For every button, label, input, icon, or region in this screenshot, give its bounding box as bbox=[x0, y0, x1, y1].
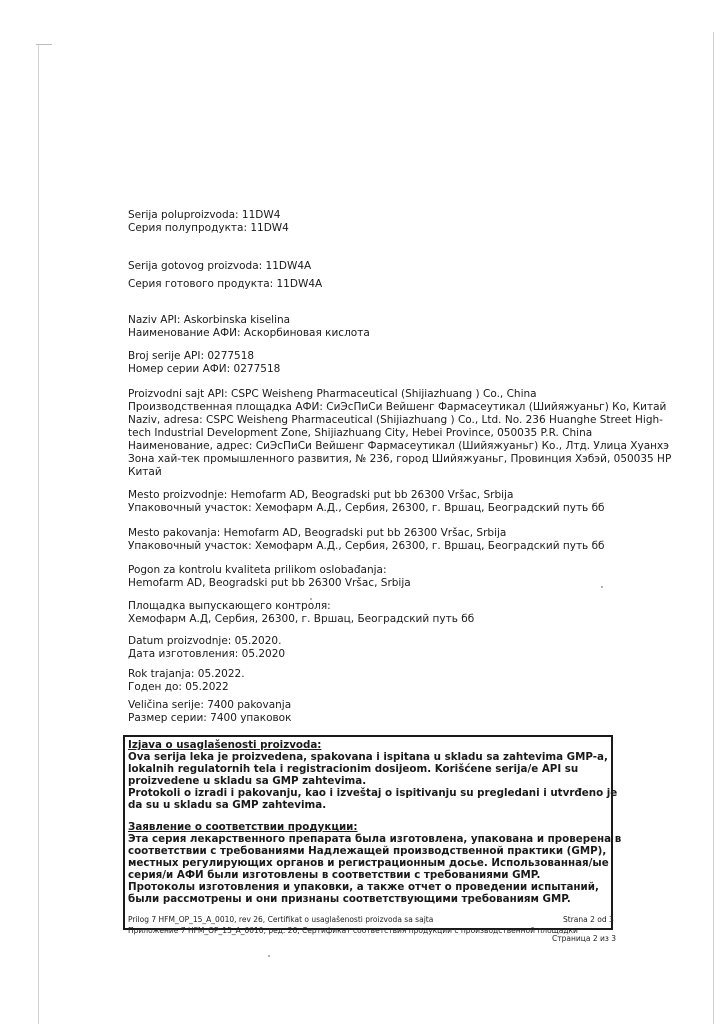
declaration-heading-ru: Заявление о соответствии продукции: bbox=[128, 821, 358, 833]
footer-doc-ref-ru: Приложение 7 HFM_OP_15_A_0010, ред. 26, Сертификат соответствия продукции с производственной площадки bbox=[128, 926, 578, 935]
scan-speck bbox=[601, 586, 603, 588]
finished-product-batch-sr: Serija gotovog proizvoda: 11DW4A bbox=[128, 260, 312, 272]
footer-page-number-ru: Страница 2 из 3 bbox=[552, 934, 616, 943]
manufacture-date-sr: Datum proizvodnje: 05.2020. bbox=[128, 635, 282, 647]
finished-product-batch-ru: Серия готового продукта: 11DW4A bbox=[128, 278, 323, 290]
declaration-sr-line-5: da su u skladu sa GMP zahtevima. bbox=[128, 799, 327, 811]
manufacturing-site-ru: Упаковочный участок: Хемофарм А.Д., Сербия, 26300, г. Вршац, Београдский путь бб bbox=[128, 502, 605, 514]
scan-edge-left bbox=[38, 44, 39, 1024]
api-name-ru: Наименование АФИ: Аскорбиновая кислота bbox=[128, 327, 370, 339]
manufacturing-site-sr: Mesto proizvodnje: Hemofarm AD, Beogradski put bb 26300 Vršac, Srbija bbox=[128, 489, 514, 501]
scan-speck bbox=[310, 598, 312, 600]
api-address-ru-1: Наименование, адрес: СиЭсПиСи Вейшенг Фармасеутикал (Шийяжуаньг) Ко., Лтд. Улица Хуанхэ bbox=[128, 440, 669, 452]
declaration-ru-line-4: серия/и АФИ были изготовлены в соответствии с требованиями GMP. bbox=[128, 869, 541, 881]
expiry-date-sr: Rok trajanja: 05.2022. bbox=[128, 668, 245, 680]
api-site-ru: Производственная площадка АФИ: СиЭсПиСи Вейшенг Фармасеутикал (Шийяжуаньг) Ко, Китай bbox=[128, 401, 667, 413]
scan-edge-right bbox=[713, 32, 714, 1024]
declaration-ru-line-2: соответствии с требованиями Надлежащей производственной практики (GMP), bbox=[128, 845, 607, 857]
api-address-sr-2: tech Industrial Development Zone, Shijiazhuang City, Hebei Province, 050035 P.R. China bbox=[128, 427, 593, 439]
declaration-sr-line-4: Protokoli o izradi i pakovanju, kao i izveštaj o ispitivanju su pregledani i utvrđeno je bbox=[128, 787, 618, 799]
api-address-sr-1: Naziv, adresa: CSPC Weisheng Pharmaceutical (Shijiazhuang ) Co., Ltd. No. 236 Huanghe Street High- bbox=[128, 414, 663, 426]
api-address-ru-2: Зона хай-тек промышленного развития, № 236, город Шийяжуаньг, Провинция Хэбэй, 050035 НР bbox=[128, 453, 672, 465]
api-batch-sr: Broj serije API: 0277518 bbox=[128, 350, 255, 362]
api-address-ru-3: Китай bbox=[128, 466, 162, 478]
qc-release-site-ru-1: Площадка выпускающего контроля: bbox=[128, 600, 331, 612]
scan-mark bbox=[36, 44, 52, 45]
declaration-ru-line-1: Эта серия лекарственного препарата была изготовлена, упакована и проверена в bbox=[128, 833, 622, 845]
batch-size-ru: Размер серии: 7400 упаковок bbox=[128, 712, 292, 724]
semi-product-batch-ru: Серия полупродукта: 11DW4 bbox=[128, 222, 289, 234]
packaging-site-sr: Mesto pakovanja: Hemofarm AD, Beogradski put bb 26300 Vršac, Srbija bbox=[128, 527, 507, 539]
manufacture-date-ru: Дата изготовления: 05.2020 bbox=[128, 648, 286, 660]
api-batch-ru: Номер серии АФИ: 0277518 bbox=[128, 363, 281, 375]
api-name-sr: Naziv API: Askorbinska kiselina bbox=[128, 314, 291, 326]
declaration-heading-sr: Izjava o usaglašenosti proizvoda: bbox=[128, 739, 322, 751]
batch-size-sr: Veličina serije: 7400 pakovanja bbox=[128, 699, 292, 711]
api-site-sr: Proizvodni sajt API: CSPC Weisheng Pharmaceutical (Shijiazhuang ) Co., China bbox=[128, 388, 537, 400]
footer-page-number-sr: Strana 2 od 3 bbox=[563, 915, 614, 924]
expiry-date-ru: Годен до: 05.2022 bbox=[128, 681, 229, 693]
declaration-sr-line-3: proizvedene u skladu sa GMP zahtevima. bbox=[128, 775, 367, 787]
packaging-site-ru: Упаковочный участок: Хемофарм А.Д., Сербия, 26300, г. Вршац, Београдский путь бб bbox=[128, 540, 605, 552]
declaration-ru-line-3: местных регулирующих органов и регистрационным досье. Использованная/ые bbox=[128, 857, 609, 869]
qc-release-site-ru-2: Хемофарм А.Д, Сербия, 26300, г. Вршац, Београдский путь бб bbox=[128, 613, 475, 625]
declaration-sr-line-1: Ova serija leka je proizvedena, spakovana i ispitana u skladu sa zahtevima GMP-a, bbox=[128, 751, 608, 763]
qc-release-site-sr-1: Pogon za kontrolu kvaliteta prilikom oslobađanja: bbox=[128, 564, 387, 576]
declaration-ru-line-6: были рассмотрены и они признаны соответствующими требованиям GMP. bbox=[128, 893, 571, 905]
qc-release-site-sr-2: Hemofarm AD, Beogradski put bb 26300 Vršac, Srbija bbox=[128, 577, 411, 589]
semi-product-batch-sr: Serija poluproizvoda: 11DW4 bbox=[128, 209, 281, 221]
scan-speck bbox=[268, 955, 270, 957]
declaration-ru-line-5: Протоколы изготовления и упаковки, а также отчет о проведении испытаний, bbox=[128, 881, 599, 893]
declaration-sr-line-2: lokalnih regulatornih tela i registracionim dosijeom. Korišćene serija/e API su bbox=[128, 763, 579, 775]
footer-doc-ref-sr: Prilog 7 HFM_OP_15_A_0010, rev 26, Certifikat o usaglašenosti proizvoda sa sajta bbox=[128, 915, 434, 924]
